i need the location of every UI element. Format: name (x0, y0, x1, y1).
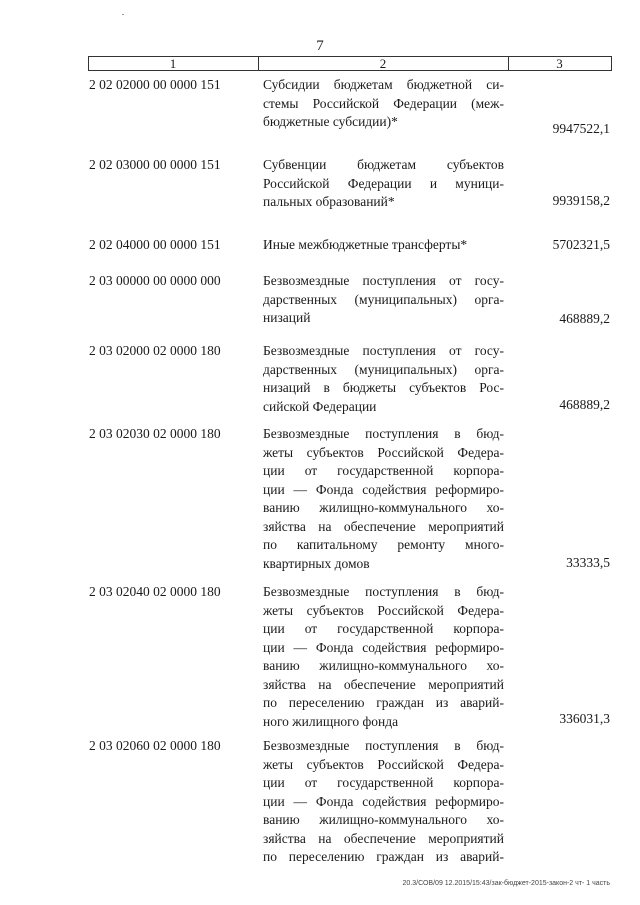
description-line: ванию жилищно-коммунального хо- (263, 500, 504, 515)
description-line: низаций (263, 310, 311, 325)
description-line: жеты субъектов Российской Федера- (263, 444, 504, 460)
row-amount: 336031,3 (559, 711, 610, 726)
description-line: ции от государственной корпора- (263, 775, 504, 790)
description-line: пальных образований* (263, 194, 395, 209)
row-code: 2 03 02040 02 0000 180 (89, 584, 221, 599)
header-col-2: 2 (379, 56, 387, 71)
description-line: Безвозмездные поступления в бюд- (263, 584, 504, 599)
description-line: по капитальному ремонту много- (263, 537, 504, 552)
header-divider (611, 56, 612, 71)
description-line: Субсидии бюджетам бюджетной си- (263, 77, 504, 92)
description-line: зяйства на обеспечение мероприятий (263, 518, 504, 534)
row-description (263, 236, 504, 255)
row-code: 2 03 02030 02 0000 180 (89, 426, 221, 441)
description-line: ванию жилищно-коммунального хо- (263, 812, 504, 827)
header-col-3: 3 (556, 56, 563, 71)
description-line: ции от государственной корпора- (263, 463, 504, 478)
description-line: ванию жилищно-коммунального хо- (263, 658, 504, 673)
header-col-1: 1 (169, 56, 177, 71)
row-code: 2 02 04000 00 0000 151 (89, 237, 221, 252)
row-code: 2 03 02060 02 0000 180 (89, 738, 221, 753)
description-line: низаций в бюджеты субъектов Рос- (263, 380, 504, 395)
description-line: жеты субъектов Российской Федера- (263, 756, 504, 772)
description-line: сийской Федерации (263, 398, 377, 414)
row-code: 2 03 02000 02 0000 180 (89, 343, 221, 358)
row-description (263, 342, 504, 416)
description-line: дарственных (муниципальных) орга- (263, 361, 504, 377)
row-code: 2 02 02000 00 0000 151 (89, 77, 221, 92)
description-line: по переселению граждан из аварий- (263, 695, 504, 710)
row-description (263, 156, 504, 212)
row-description (263, 272, 504, 328)
description-line: Иные межбюджетные трансферты* (263, 237, 468, 252)
description-line: Безвозмездные поступления от госу- (263, 273, 504, 288)
row-amount: 9947522,1 (552, 121, 610, 136)
description-line: квартирных домов (263, 555, 370, 571)
row-amount: 5702321,5 (552, 237, 610, 252)
description-line: Безвозмездные поступления в бюд- (263, 426, 504, 441)
row-amount: 33333,5 (566, 555, 610, 570)
footer-stamp: 20.3/СОВ/09 12.2015/15:43/зак-бюджет-2015-закон-2 чт- 1 часть (402, 880, 610, 887)
description-line: по переселению граждан из аварий- (263, 849, 504, 864)
row-code: 2 02 03000 00 0000 151 (89, 157, 221, 172)
description-line: Безвозмездные поступления в бюд- (263, 738, 504, 753)
description-line: ции — Фонда содействия реформиро- (263, 793, 504, 809)
row-description (263, 425, 504, 573)
description-line: Субвенции бюджетам субъектов (263, 157, 504, 172)
description-line: дарственных (муниципальных) орга- (263, 291, 504, 307)
row-amount: 9939158,2 (552, 193, 610, 208)
description-line: Российской Федерации и муници- (263, 175, 504, 191)
row-amount: 468889,2 (559, 311, 610, 326)
scan-speck (122, 14, 124, 15)
row-description (263, 583, 504, 731)
row-amount: 468889,2 (559, 397, 610, 412)
description-line: ции — Фонда содействия реформиро- (263, 481, 504, 497)
description-line: стемы Российской Федерации (меж- (263, 95, 504, 111)
description-line: жеты субъектов Российской Федера- (263, 602, 504, 618)
page-number: 7 (316, 38, 324, 54)
description-line: ции — Фонда содействия реформиро- (263, 639, 504, 655)
description-line: ного жилищного фонда (263, 713, 399, 729)
row-description (263, 76, 504, 132)
description-line: бюджетные субсидии)* (263, 114, 398, 129)
description-line: ции от государственной корпора- (263, 621, 504, 636)
table-header (88, 56, 612, 71)
row-code: 2 03 00000 00 0000 000 (89, 273, 221, 288)
description-line: зяйства на обеспечение мероприятий (263, 676, 504, 692)
description-line: Безвозмездные поступления от госу- (263, 343, 504, 358)
row-description (263, 737, 504, 867)
description-line: зяйства на обеспечение мероприятий (263, 830, 504, 846)
